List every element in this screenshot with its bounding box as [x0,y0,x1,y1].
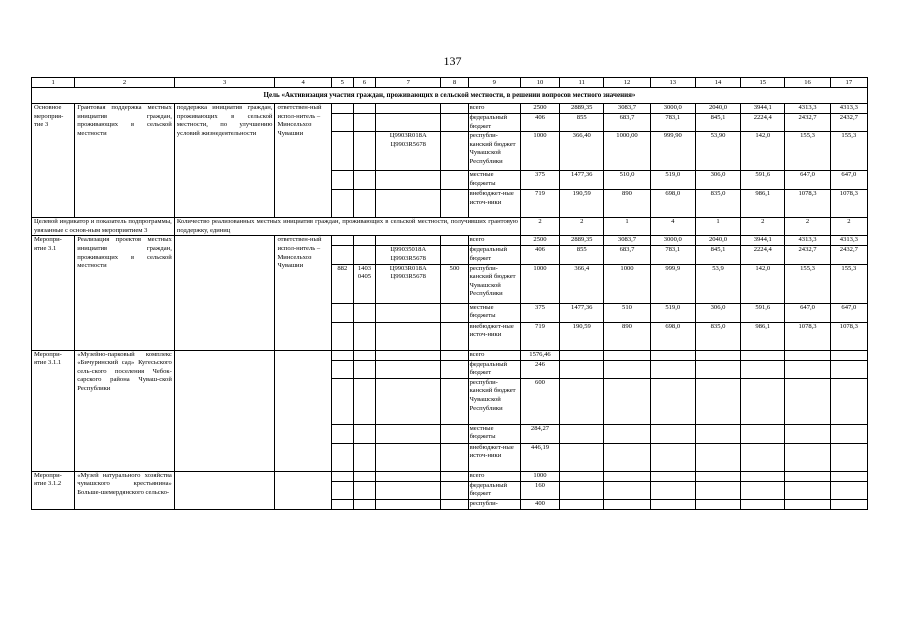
column-number: 2 [75,78,175,88]
funding-source: всего [468,471,520,481]
value-cell: 683,7 [604,246,650,264]
activity-name: «Музей натурального хозяйства чувашского крестьянина» Больше-шемердянского сельско- [75,471,175,509]
value-cell [560,499,604,509]
section-code [353,114,375,132]
target-code: Ц99035018А Ц9903R5678 [376,246,441,264]
value-cell [785,378,830,424]
value-cell: 400 [520,499,559,509]
value-cell: 306,0 [695,171,740,190]
expense-type [441,350,468,360]
value-cell [785,350,830,360]
value-cell: 142,0 [741,132,785,171]
target-code [376,360,441,378]
column-number: 4 [275,78,331,88]
value-cell [741,471,785,481]
expense-type [441,322,468,350]
value-cell: 1078,3 [830,322,867,350]
activity-description: поддержка инициатив граждан, проживающих в сельской местности, по улучшению условий жизнедеятельности [174,104,275,218]
expense-type [441,378,468,424]
expense-type [441,303,468,322]
value-cell: 4313,3 [785,236,830,246]
value-cell: 53,90 [695,132,740,171]
value-cell: 366,4 [560,264,604,303]
funding-source: всего [468,236,520,246]
value-cell: 698,0 [650,190,695,218]
value-cell [695,350,740,360]
indicator-value: 2 [520,218,559,236]
column-number: 3 [174,78,275,88]
grbs-code [331,499,353,509]
expense-type [441,471,468,481]
indicator-text: Количество реализованных местных инициатив граждан, проживающих в сельской местности, получивших грантовую поддержку, единиц [174,218,520,236]
value-cell: 1000 [520,132,559,171]
activity-name: Реализация проектов местных инициатив граждан, проживающих в сельской местности [75,236,175,350]
value-cell [650,443,695,471]
grbs-code [331,443,353,471]
value-cell: 1000 [520,264,559,303]
target-code [376,424,441,443]
value-cell [830,499,867,509]
section-code [353,481,375,499]
funding-source: внебюджет-ные источ-ники [468,322,520,350]
value-cell [785,481,830,499]
table-row [32,104,868,114]
value-cell: 1576,46 [520,350,559,360]
section-code [353,322,375,350]
table-row [32,78,868,88]
value-cell: 284,27 [520,424,559,443]
value-cell [604,471,650,481]
value-cell [830,481,867,499]
value-cell: 155,3 [785,132,830,171]
value-cell: 2889,35 [560,104,604,114]
value-cell: 2432,7 [785,114,830,132]
expense-type [441,481,468,499]
funding-source: всего [468,104,520,114]
value-cell [560,471,604,481]
section-code [353,443,375,471]
section-code [353,190,375,218]
value-cell: 1000,00 [604,132,650,171]
funding-source: республи- [468,499,520,509]
value-cell: 1078,3 [785,322,830,350]
value-cell: 783,1 [650,246,695,264]
funding-source: федеральный бюджет [468,360,520,378]
expense-type: 500 [441,264,468,303]
value-cell: 4313,3 [785,104,830,114]
section-code [353,104,375,114]
value-cell [695,360,740,378]
funding-source: федеральный бюджет [468,481,520,499]
value-cell: 510,0 [604,171,650,190]
target-code [376,322,441,350]
value-cell: 698,0 [650,322,695,350]
section-code [353,424,375,443]
value-cell: 2889,35 [560,236,604,246]
grbs-code [331,132,353,171]
value-cell [560,378,604,424]
table-row [32,88,868,104]
value-cell: 855 [560,246,604,264]
value-cell: 1000 [604,264,650,303]
target-code [376,350,441,360]
grbs-code [331,303,353,322]
value-cell [695,471,740,481]
expense-type [441,443,468,471]
value-cell: 3083,7 [604,236,650,246]
grbs-code [331,190,353,218]
column-number: 9 [468,78,520,88]
value-cell: 647,0 [830,171,867,190]
value-cell [604,360,650,378]
funding-source: всего [468,350,520,360]
value-cell [650,350,695,360]
funding-source: республи-канский бюджет Чувашской Республики [468,378,520,424]
value-cell: 3944,1 [741,236,785,246]
expense-type [441,171,468,190]
column-number: 16 [785,78,830,88]
funding-source: местные бюджеты [468,424,520,443]
value-cell [650,499,695,509]
table-row [32,236,868,246]
table-row [32,471,868,481]
section-code [353,236,375,246]
value-cell: 4313,3 [830,104,867,114]
grbs-code [331,378,353,424]
indicator-value: 1 [695,218,740,236]
value-cell: 719 [520,190,559,218]
table-row [32,218,868,236]
page-number: 137 [443,54,462,68]
funding-source: внебюджет-ные источ-ники [468,190,520,218]
value-cell [741,360,785,378]
value-cell [650,481,695,499]
value-cell: 2500 [520,236,559,246]
target-code [376,114,441,132]
value-cell [695,481,740,499]
grbs-code [331,350,353,360]
value-cell: 306,0 [695,303,740,322]
expense-type [441,499,468,509]
value-cell: 719 [520,322,559,350]
activity-label: Основное мероприя-тие 3 [32,104,75,218]
value-cell: 142,0 [741,264,785,303]
value-cell [830,378,867,424]
value-cell [560,481,604,499]
value-cell: 2432,7 [785,246,830,264]
value-cell: 190,59 [560,322,604,350]
value-cell [604,424,650,443]
value-cell [695,424,740,443]
target-code [376,471,441,481]
funding-source: федеральный бюджет [468,246,520,264]
value-cell: 591,6 [741,171,785,190]
value-cell: 986,1 [741,322,785,350]
value-cell: 835,0 [695,190,740,218]
value-cell: 2040,0 [695,104,740,114]
value-cell [604,350,650,360]
value-cell: 446,19 [520,443,559,471]
value-cell: 2432,7 [830,114,867,132]
activity-description [174,471,275,509]
column-number: 6 [353,78,375,88]
value-cell: 155,3 [830,264,867,303]
value-cell [830,360,867,378]
column-number: 15 [741,78,785,88]
grbs-code [331,114,353,132]
funding-source: республи-канский бюджет Чувашской Республики [468,132,520,171]
value-cell: 845,1 [695,246,740,264]
value-cell [741,499,785,509]
column-number: 10 [520,78,559,88]
target-code [376,236,441,246]
value-cell [741,443,785,471]
activity-description [174,236,275,350]
value-cell [604,481,650,499]
indicator-value: 2 [560,218,604,236]
value-cell [785,443,830,471]
value-cell [560,424,604,443]
value-cell: 783,1 [650,114,695,132]
section-code [353,171,375,190]
value-cell: 1000 [520,471,559,481]
funding-source: федеральный бюджет [468,114,520,132]
table-row [32,350,868,360]
target-code: Ц9903R018A Ц9903R5678 [376,132,441,171]
expense-type [441,104,468,114]
value-cell: 2224,4 [741,114,785,132]
indicator-value: 2 [785,218,830,236]
grbs-code [331,471,353,481]
value-cell: 1477,36 [560,303,604,322]
activity-name: «Музейно-парковый комплекс «Бичуринский сад» Кугесьского сель-ского поселения Чебок-сарского района Чуваш-ской Республики [75,350,175,471]
value-cell: 510 [604,303,650,322]
value-cell [560,350,604,360]
expense-type [441,236,468,246]
value-cell: 4313,3 [830,236,867,246]
value-cell: 3000,0 [650,104,695,114]
value-cell: 1078,3 [830,190,867,218]
activity-label: Меропри-ятие 3.1.2 [32,471,75,509]
column-number: 1 [32,78,75,88]
column-number: 14 [695,78,740,88]
value-cell: 999,90 [650,132,695,171]
value-cell: 591,6 [741,303,785,322]
value-cell [741,424,785,443]
grbs-code [331,322,353,350]
value-cell [560,360,604,378]
value-cell: 375 [520,303,559,322]
target-code: Ц9903R018A Ц9903R5678 [376,264,441,303]
value-cell: 190,59 [560,190,604,218]
expense-type [441,114,468,132]
funding-source: местные бюджеты [468,303,520,322]
value-cell: 246 [520,360,559,378]
value-cell [830,424,867,443]
value-cell: 647,0 [830,303,867,322]
indicator-label: Целевой индикатор и показатель подпрограммы, увязанные с основ-ным мероприятием 3 [32,218,175,236]
value-cell [785,499,830,509]
value-cell [695,378,740,424]
value-cell [785,424,830,443]
value-cell: 406 [520,114,559,132]
budget-table [31,77,868,510]
value-cell: 3000,0 [650,236,695,246]
value-cell: 375 [520,171,559,190]
section-code [353,303,375,322]
value-cell [650,424,695,443]
value-cell [830,471,867,481]
expense-type [441,246,468,264]
grbs-code: 882 [331,264,353,303]
expense-type [441,360,468,378]
column-number: 11 [560,78,604,88]
section-code [353,132,375,171]
value-cell: 3083,7 [604,104,650,114]
section-code: 1403 0405 [353,264,375,303]
value-cell: 2432,7 [830,246,867,264]
activity-label: Меропри-ятие 3.1 [32,236,75,350]
value-cell [650,378,695,424]
value-cell: 845,1 [695,114,740,132]
value-cell [604,443,650,471]
target-code [376,171,441,190]
value-cell [650,360,695,378]
target-code [376,303,441,322]
value-cell [604,499,650,509]
target-code [376,378,441,424]
value-cell [785,471,830,481]
activity-name: Грантовая поддержка местных инициатив граждан, проживающих в сельской местности [75,104,175,218]
target-code [376,481,441,499]
value-cell: 155,3 [830,132,867,171]
value-cell [560,443,604,471]
funding-source: внебюджет-ные источ-ники [468,443,520,471]
responsible-executor [275,350,331,471]
target-code [376,190,441,218]
column-number: 7 [376,78,441,88]
value-cell: 406 [520,246,559,264]
value-cell: 986,1 [741,190,785,218]
value-cell: 3944,1 [741,104,785,114]
section-code [353,350,375,360]
grbs-code [331,360,353,378]
value-cell: 835,0 [695,322,740,350]
target-code [376,104,441,114]
value-cell [650,471,695,481]
value-cell [741,378,785,424]
section-code [353,499,375,509]
expense-type [441,190,468,218]
funding-source: местные бюджеты [468,171,520,190]
value-cell: 1078,3 [785,190,830,218]
value-cell [695,443,740,471]
value-cell: 160 [520,481,559,499]
value-cell: 53,9 [695,264,740,303]
responsible-executor: ответствен-ный испол-нитель – Минсельхоз Чувашии [275,236,331,350]
responsible-executor: ответствен-ный испол-нитель – Минсельхоз Чувашии [275,104,331,218]
column-number: 13 [650,78,695,88]
value-cell: 2224,4 [741,246,785,264]
value-cell: 683,7 [604,114,650,132]
value-cell: 890 [604,322,650,350]
value-cell [741,481,785,499]
grbs-code [331,481,353,499]
grbs-code [331,424,353,443]
activity-label: Меропри-ятие 3.1.1 [32,350,75,471]
value-cell: 600 [520,378,559,424]
section-code [353,378,375,424]
responsible-executor [275,471,331,509]
grbs-code [331,171,353,190]
value-cell: 890 [604,190,650,218]
value-cell [830,443,867,471]
value-cell: 519,0 [650,171,695,190]
value-cell: 155,3 [785,264,830,303]
funding-source: республи-канский бюджет Чувашской Республики [468,264,520,303]
indicator-value: 2 [741,218,785,236]
indicator-value: 1 [604,218,650,236]
section-code [353,246,375,264]
expense-type [441,424,468,443]
indicator-value: 4 [650,218,695,236]
value-cell: 519,0 [650,303,695,322]
column-number: 8 [441,78,468,88]
target-code [376,443,441,471]
value-cell: 647,0 [785,303,830,322]
value-cell: 2040,0 [695,236,740,246]
value-cell [830,350,867,360]
expense-type [441,132,468,171]
column-number: 12 [604,78,650,88]
value-cell: 366,40 [560,132,604,171]
target-code [376,499,441,509]
value-cell [785,360,830,378]
goal-title: Цель «Активизация участия граждан, проживающих в сельской местности, в решении вопросов местного значения» [32,88,868,104]
section-code [353,471,375,481]
value-cell: 855 [560,114,604,132]
activity-description [174,350,275,471]
value-cell [695,499,740,509]
indicator-value: 2 [830,218,867,236]
grbs-code [331,104,353,114]
value-cell [604,378,650,424]
value-cell: 1477,36 [560,171,604,190]
value-cell: 999,9 [650,264,695,303]
value-cell [741,350,785,360]
column-number: 17 [830,78,867,88]
value-cell: 647,0 [785,171,830,190]
grbs-code [331,236,353,246]
grbs-code [331,246,353,264]
value-cell: 2500 [520,104,559,114]
section-code [353,360,375,378]
column-number: 5 [331,78,353,88]
